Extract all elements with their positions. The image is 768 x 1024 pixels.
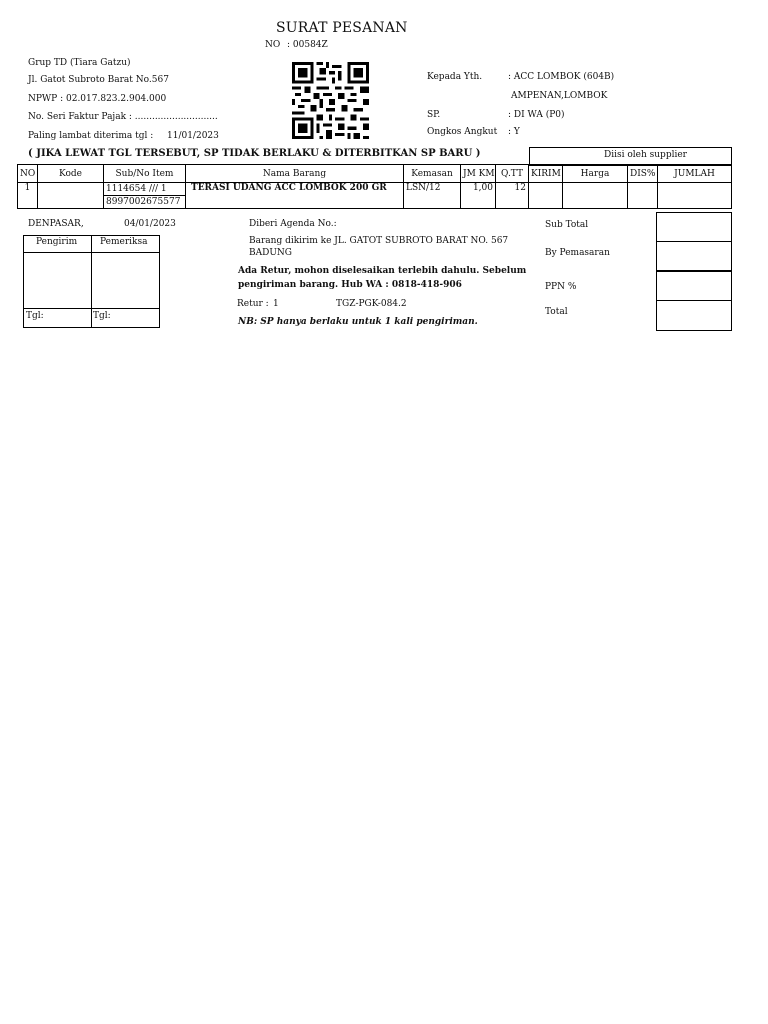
delivery-address-line1: Barang dikirim ke JL. GATOT SUBROTO BARAT NO. 567 <box>249 236 509 246</box>
signature-divider <box>91 235 92 327</box>
row-kode <box>38 183 104 209</box>
kepada-city: AMPENAN,LOMBOK <box>511 91 608 101</box>
header-qtt: Q.TT <box>496 165 529 183</box>
sender-name: Grup TD (Tiara Gatzu) <box>28 58 131 68</box>
header-nama-barang: Nama Barang <box>186 165 404 183</box>
nb-note: NB: SP hanya berlaku untuk 1 kali pengiriman. <box>238 317 478 327</box>
document-title: SURAT PESANAN <box>276 20 408 36</box>
ppn-label: PPN % <box>545 282 577 292</box>
signature-date-line <box>23 308 159 309</box>
ongkos-label: Ongkos Angkut <box>427 127 498 137</box>
total-label: Total <box>545 307 568 317</box>
pemeriksa-date: Tgl: <box>93 311 111 321</box>
table-header-row <box>18 165 732 183</box>
retur-code: TGZ-PGK-084.2 <box>336 299 407 309</box>
deadline-label: Paling lambat diterima tgl : <box>28 131 154 141</box>
kepada-value: : ACC LOMBOK (604B) <box>508 72 615 82</box>
pengirim-label: Pengirim <box>36 237 78 247</box>
agenda-number: Diberi Agenda No.: <box>249 219 337 229</box>
qr-code-icon <box>292 62 369 139</box>
row-jumlah <box>658 183 732 209</box>
table-row <box>18 183 732 196</box>
items-table <box>17 164 732 209</box>
document-date: 04/01/2023 <box>124 219 176 229</box>
document-number-label: NO <box>265 40 281 50</box>
document-number: : 00584Z <box>287 40 328 50</box>
header-no: NO <box>18 165 38 183</box>
header-kode: Kode <box>38 165 104 183</box>
header-kemasan: Kemasan <box>404 165 461 183</box>
sp-value: : DI WA (P0) <box>508 110 565 120</box>
pemeriksa-label: Pemeriksa <box>100 237 148 247</box>
pengirim-date: Tgl: <box>26 311 44 321</box>
header-jumlah: JUMLAH <box>658 165 732 183</box>
row-qtt: 12 <box>496 183 529 209</box>
kepada-label: Kepada Yth. <box>427 72 483 82</box>
header-sub-item: Sub/No Item <box>104 165 186 183</box>
retur-note-line2: pengiriman barang. Hub WA : 0818-418-906 <box>238 280 462 290</box>
place: DENPASAR, <box>28 219 84 229</box>
deadline-date: 11/01/2023 <box>167 131 219 141</box>
row-kemasan: LSN/12 <box>404 183 461 209</box>
faktur-number: No. Seri Faktur Pajak : ............................. <box>28 112 218 122</box>
row-harga <box>563 183 628 209</box>
row-kirim <box>529 183 563 209</box>
header-kirim: KIRIM <box>529 165 563 183</box>
signature-header-line <box>23 252 159 253</box>
totals-line-3 <box>656 300 731 301</box>
row-jm-km: 1,00 <box>461 183 496 209</box>
delivery-address-line2: BADUNG <box>249 248 292 258</box>
validity-warning: ( JIKA LEWAT TGL TERSEBUT, SP TIDAK BERLAKU & DITERBITKAN SP BARU ) <box>28 148 481 159</box>
supplier-note: Diisi oleh supplier <box>604 150 687 160</box>
ongkos-value: : Y <box>508 127 520 137</box>
row-sub-item: 1114654 /// 1 <box>104 183 186 196</box>
subtotal-label: Sub Total <box>545 220 589 230</box>
row-dis <box>628 183 658 209</box>
row-nama-barang: TERASI UDANG ACC LOMBOK 200 GR <box>186 183 404 209</box>
retur-note-line1: Ada Retur, mohon diselesaikan terlebih dahulu. Sebelum <box>238 266 527 276</box>
header-dis: DIS% <box>628 165 658 183</box>
header-jm-km: JM KM <box>461 165 496 183</box>
pemasaran-label: By Pemasaran <box>545 248 610 258</box>
retur-value: 1 <box>273 299 279 309</box>
row-no: 1 <box>18 183 38 209</box>
totals-line-1 <box>656 241 731 242</box>
header-harga: Harga <box>563 165 628 183</box>
sender-npwp: NPWP : 02.017.823.2.904.000 <box>28 94 167 104</box>
row-barcode: 8997002675577 <box>104 196 186 209</box>
sender-address: Jl. Gatot Subroto Barat No.567 <box>28 75 169 85</box>
retur-label: Retur : <box>237 299 269 309</box>
sp-label: SP. <box>427 110 441 120</box>
totals-line-2 <box>656 270 731 272</box>
